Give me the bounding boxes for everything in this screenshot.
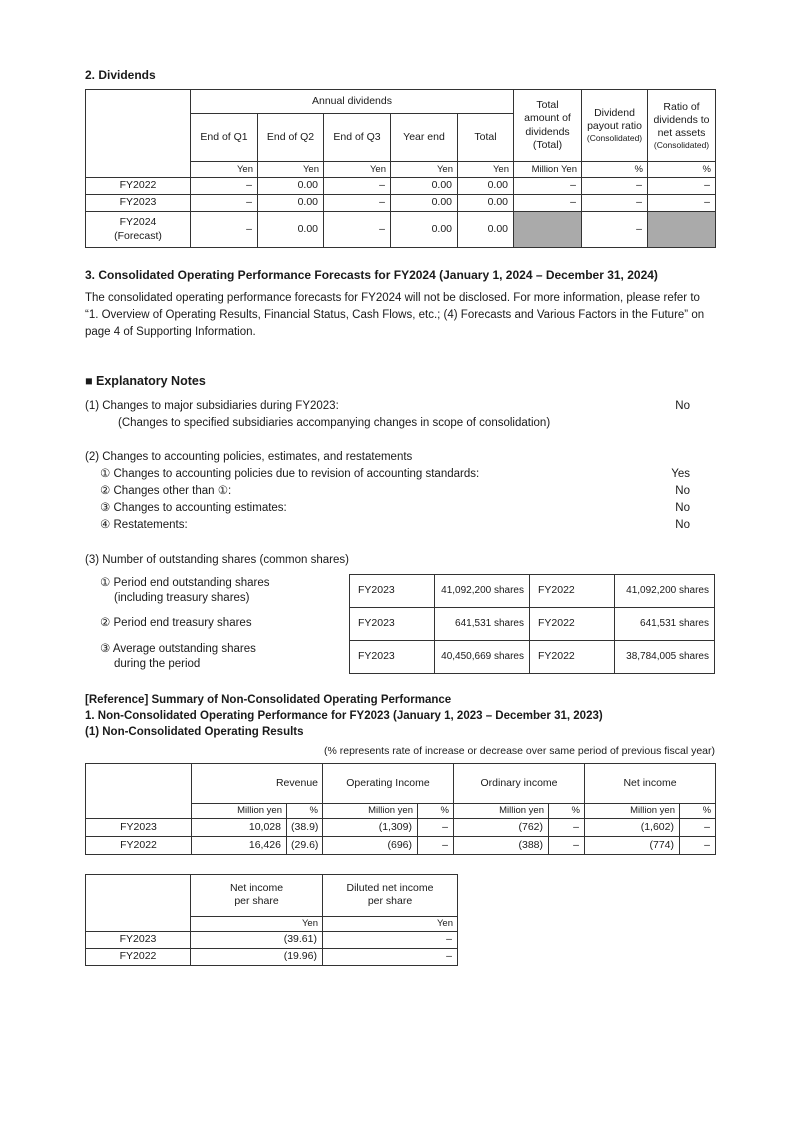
- results-cell: (696): [323, 836, 418, 854]
- unit-cell: Yen: [458, 162, 514, 178]
- diluted-net-income-per-share-header: [323, 874, 458, 916]
- note-item-1: [85, 398, 715, 415]
- net-income-header: Net income: [585, 764, 716, 804]
- dividend-cell: 0.00: [391, 195, 458, 212]
- header-line2: per share: [367, 895, 413, 908]
- dividend-cell: 0.00: [458, 195, 514, 212]
- unit-cell: Million yen: [323, 804, 418, 819]
- note-subitem-3-label: ③ Changes to accounting estimates:: [100, 502, 287, 514]
- dividend-cell: –: [514, 195, 582, 212]
- results-cell: (1,602): [585, 818, 680, 836]
- dividends-net-assets-header-text: Ratio of dividends to net assets: [653, 100, 710, 139]
- total-dividends-header-text: Total amount of dividends (Total): [524, 99, 571, 151]
- dividend-cell: –: [514, 178, 582, 195]
- dividend-cell: –: [648, 195, 716, 212]
- row-label-fy2022: FY2022: [86, 836, 192, 854]
- note-subitem-1: [85, 466, 715, 483]
- forecast-body-text: The consolidated operating performance forecasts for FY2024 will not be disclosed. For more information, please refer to “1. Overview of Operating Results, Financial Status, Cash Flows, etc.; (4) Forecasts and Various Factors in the Future” on page 4 of Supporting Information.: [85, 292, 705, 338]
- table-row: [86, 931, 458, 948]
- total-dividends-header: [514, 90, 582, 162]
- note-subitem-3-value: No: [675, 502, 690, 514]
- shares-fy-cell: FY2022: [530, 575, 615, 608]
- unit-cell: Yen: [258, 162, 324, 178]
- results-cell: –: [549, 836, 585, 854]
- dividend-cell: 0.00: [258, 178, 324, 195]
- shares-table: [349, 574, 715, 674]
- per-share-table-corner: [86, 874, 191, 931]
- col-header-total: Total: [458, 114, 514, 162]
- shares-label-3-line1: ③ Average outstanding shares: [100, 642, 256, 655]
- per-share-cell: (19.96): [191, 948, 323, 965]
- results-cell: 16,426: [192, 836, 287, 854]
- dividend-cell: –: [191, 178, 258, 195]
- shares-value-cell: 41,092,200 shares: [615, 575, 715, 608]
- results-cell: –: [680, 818, 716, 836]
- table-row: [86, 836, 716, 854]
- ordinary-income-header: Ordinary income: [454, 764, 585, 804]
- results-cell: 10,028: [192, 818, 287, 836]
- shares-value-cell: 41,092,200 shares: [435, 575, 530, 608]
- note-item-1-value: No: [675, 400, 690, 412]
- table-row: [86, 818, 716, 836]
- unit-cell: %: [582, 162, 648, 178]
- unit-cell: %: [418, 804, 454, 819]
- per-share-cell: –: [323, 948, 458, 965]
- table-row: [350, 608, 715, 641]
- dividends-net-assets-header-sub: (Consolidated): [653, 139, 710, 150]
- document-page: [85, 0, 715, 966]
- nonconsolidated-results-table: [85, 763, 716, 855]
- per-share-table: [85, 874, 458, 966]
- col-header-yearend: Year end: [391, 114, 458, 162]
- table-row: [86, 212, 716, 248]
- shares-label-3: [85, 640, 349, 673]
- shares-label-1-line2: (including treasury shares): [114, 591, 250, 604]
- row-label-fy2023: FY2023: [86, 195, 191, 212]
- shares-fy-cell: FY2022: [530, 641, 615, 674]
- row-label-fy2023: FY2023: [86, 818, 192, 836]
- row-label-fy2024-forecast: [86, 212, 191, 248]
- dividend-cell: –: [324, 212, 391, 248]
- header-line1: Net income: [229, 882, 284, 895]
- results-cell: –: [549, 818, 585, 836]
- unit-cell: %: [287, 804, 323, 819]
- dividend-cell: 0.00: [391, 212, 458, 248]
- table-row: [86, 90, 716, 114]
- operating-income-header: Operating Income: [323, 764, 454, 804]
- header-line2: per share: [234, 895, 279, 908]
- shares-label-2-line1: ② Period end treasury shares: [100, 617, 252, 629]
- results-cell: (774): [585, 836, 680, 854]
- dividends-table-corner: [86, 90, 191, 178]
- shares-value-cell: 38,784,005 shares: [615, 641, 715, 674]
- per-share-cell: (39.61): [191, 931, 323, 948]
- dividend-cell: 0.00: [458, 212, 514, 248]
- table-row: [86, 764, 716, 804]
- row-label-fy2022: FY2022: [86, 948, 191, 965]
- dividend-cell: –: [191, 195, 258, 212]
- shares-fy-cell: FY2022: [530, 608, 615, 641]
- shaded-cell: [514, 212, 582, 248]
- note-subitem-4-value: No: [675, 519, 690, 531]
- dividend-cell: –: [191, 212, 258, 248]
- explanatory-notes-heading: ■ Explanatory Notes: [85, 374, 206, 388]
- unit-cell: Yen: [191, 162, 258, 178]
- note-subitem-4: [85, 517, 715, 534]
- dividends-net-assets-header: [648, 90, 716, 162]
- table-row: [86, 874, 458, 916]
- dividend-cell: –: [324, 195, 391, 212]
- results-cell: –: [418, 836, 454, 854]
- shares-label-1-line1: ① Period end outstanding shares: [100, 576, 270, 589]
- payout-ratio-header-sub: (Consolidated): [586, 133, 643, 144]
- row-label-line1: FY2024: [119, 216, 157, 229]
- dividend-cell: –: [648, 178, 716, 195]
- unit-cell: Yen: [391, 162, 458, 178]
- note-item-3-label: (3) Number of outstanding shares (common shares): [85, 554, 349, 566]
- dividends-table: [85, 89, 716, 248]
- results-cell: (38.9): [287, 818, 323, 836]
- dividend-cell: 0.00: [258, 212, 324, 248]
- shaded-cell: [648, 212, 716, 248]
- forecast-heading: 3. Consolidated Operating Performance Forecasts for FY2024 (January 1, 2024 – December 31, 2024): [85, 268, 658, 282]
- revenue-header: Revenue: [192, 764, 323, 804]
- shares-value-cell: 40,450,669 shares: [435, 641, 530, 674]
- unit-cell: Million Yen: [514, 162, 582, 178]
- unit-cell: Yen: [323, 916, 458, 931]
- shares-label-2: [85, 607, 349, 640]
- unit-cell: %: [549, 804, 585, 819]
- shares-label-3-line2: during the period: [114, 657, 201, 670]
- unit-cell: %: [648, 162, 716, 178]
- unit-cell: Million yen: [454, 804, 549, 819]
- unit-cell: %: [680, 804, 716, 819]
- note-item-1-sub: (Changes to specified subsidiaries accompanying changes in scope of consolidation): [118, 417, 551, 429]
- unit-cell: Yen: [191, 916, 323, 931]
- table-row: [86, 195, 716, 212]
- shares-section: [85, 574, 715, 674]
- dividend-cell: –: [324, 178, 391, 195]
- note-subitem-2-value: No: [675, 485, 690, 497]
- annual-dividends-group-header: Annual dividends: [191, 90, 514, 114]
- header-line1: Diluted net income: [346, 882, 434, 895]
- dividend-cell: –: [582, 195, 648, 212]
- results-cell: (762): [454, 818, 549, 836]
- results-cell: (1,309): [323, 818, 418, 836]
- dividend-cell: 0.00: [258, 195, 324, 212]
- reference-subheading-1: 1. Non-Consolidated Operating Performance for FY2023 (January 1, 2023 – December 31, 2023): [85, 710, 603, 722]
- table-row: [86, 178, 716, 195]
- shares-label-1: [85, 574, 349, 607]
- payout-ratio-header-text: Dividend payout ratio: [587, 107, 642, 133]
- percent-note: (% represents rate of increase or decrease over same period of previous fiscal year): [323, 745, 715, 757]
- reference-heading: [Reference] Summary of Non-Consolidated Operating Performance: [85, 694, 452, 706]
- table-row: [350, 575, 715, 608]
- table-row: [350, 641, 715, 674]
- dividend-cell: –: [582, 212, 648, 248]
- dividends-heading: 2. Dividends: [85, 68, 156, 82]
- shares-fy-cell: FY2023: [350, 608, 435, 641]
- shares-fy-cell: FY2023: [350, 575, 435, 608]
- note-item-1-label: (1) Changes to major subsidiaries during FY2023:: [85, 400, 339, 412]
- col-header-q1: End of Q1: [191, 114, 258, 162]
- note-subitem-2-label: ② Changes other than ①:: [100, 485, 232, 497]
- note-subitem-4-label: ④ Restatements:: [100, 519, 188, 531]
- results-cell: (388): [454, 836, 549, 854]
- shares-value-cell: 641,531 shares: [615, 608, 715, 641]
- unit-cell: Million yen: [585, 804, 680, 819]
- reference-subheading-2: (1) Non-Consolidated Operating Results: [85, 726, 304, 738]
- dividend-cell: –: [582, 178, 648, 195]
- results-cell: (29.6): [287, 836, 323, 854]
- dividend-cell: 0.00: [391, 178, 458, 195]
- row-label-line2: (Forecast): [114, 229, 162, 242]
- shares-value-cell: 641,531 shares: [435, 608, 530, 641]
- results-cell: –: [418, 818, 454, 836]
- row-label-fy2022: FY2022: [86, 178, 191, 195]
- dividend-cell: 0.00: [458, 178, 514, 195]
- note-subitem-2: [85, 483, 715, 500]
- payout-ratio-header: [582, 90, 648, 162]
- results-cell: –: [680, 836, 716, 854]
- net-income-per-share-header: [191, 874, 323, 916]
- row-label-fy2023: FY2023: [86, 931, 191, 948]
- note-item-2-label: (2) Changes to accounting policies, estimates, and restatements: [85, 451, 413, 463]
- shares-labels: [85, 574, 349, 674]
- note-subitem-1-label: ① Changes to accounting policies due to revision of accounting standards:: [100, 468, 480, 480]
- col-header-q3: End of Q3: [324, 114, 391, 162]
- note-subitem-1-value: Yes: [671, 468, 690, 480]
- col-header-q2: End of Q2: [258, 114, 324, 162]
- note-subitem-3: [85, 500, 715, 517]
- unit-cell: Yen: [324, 162, 391, 178]
- shares-fy-cell: FY2023: [350, 641, 435, 674]
- unit-cell: Million yen: [192, 804, 287, 819]
- per-share-cell: –: [323, 931, 458, 948]
- table-row: [86, 948, 458, 965]
- results-table-corner: [86, 764, 192, 819]
